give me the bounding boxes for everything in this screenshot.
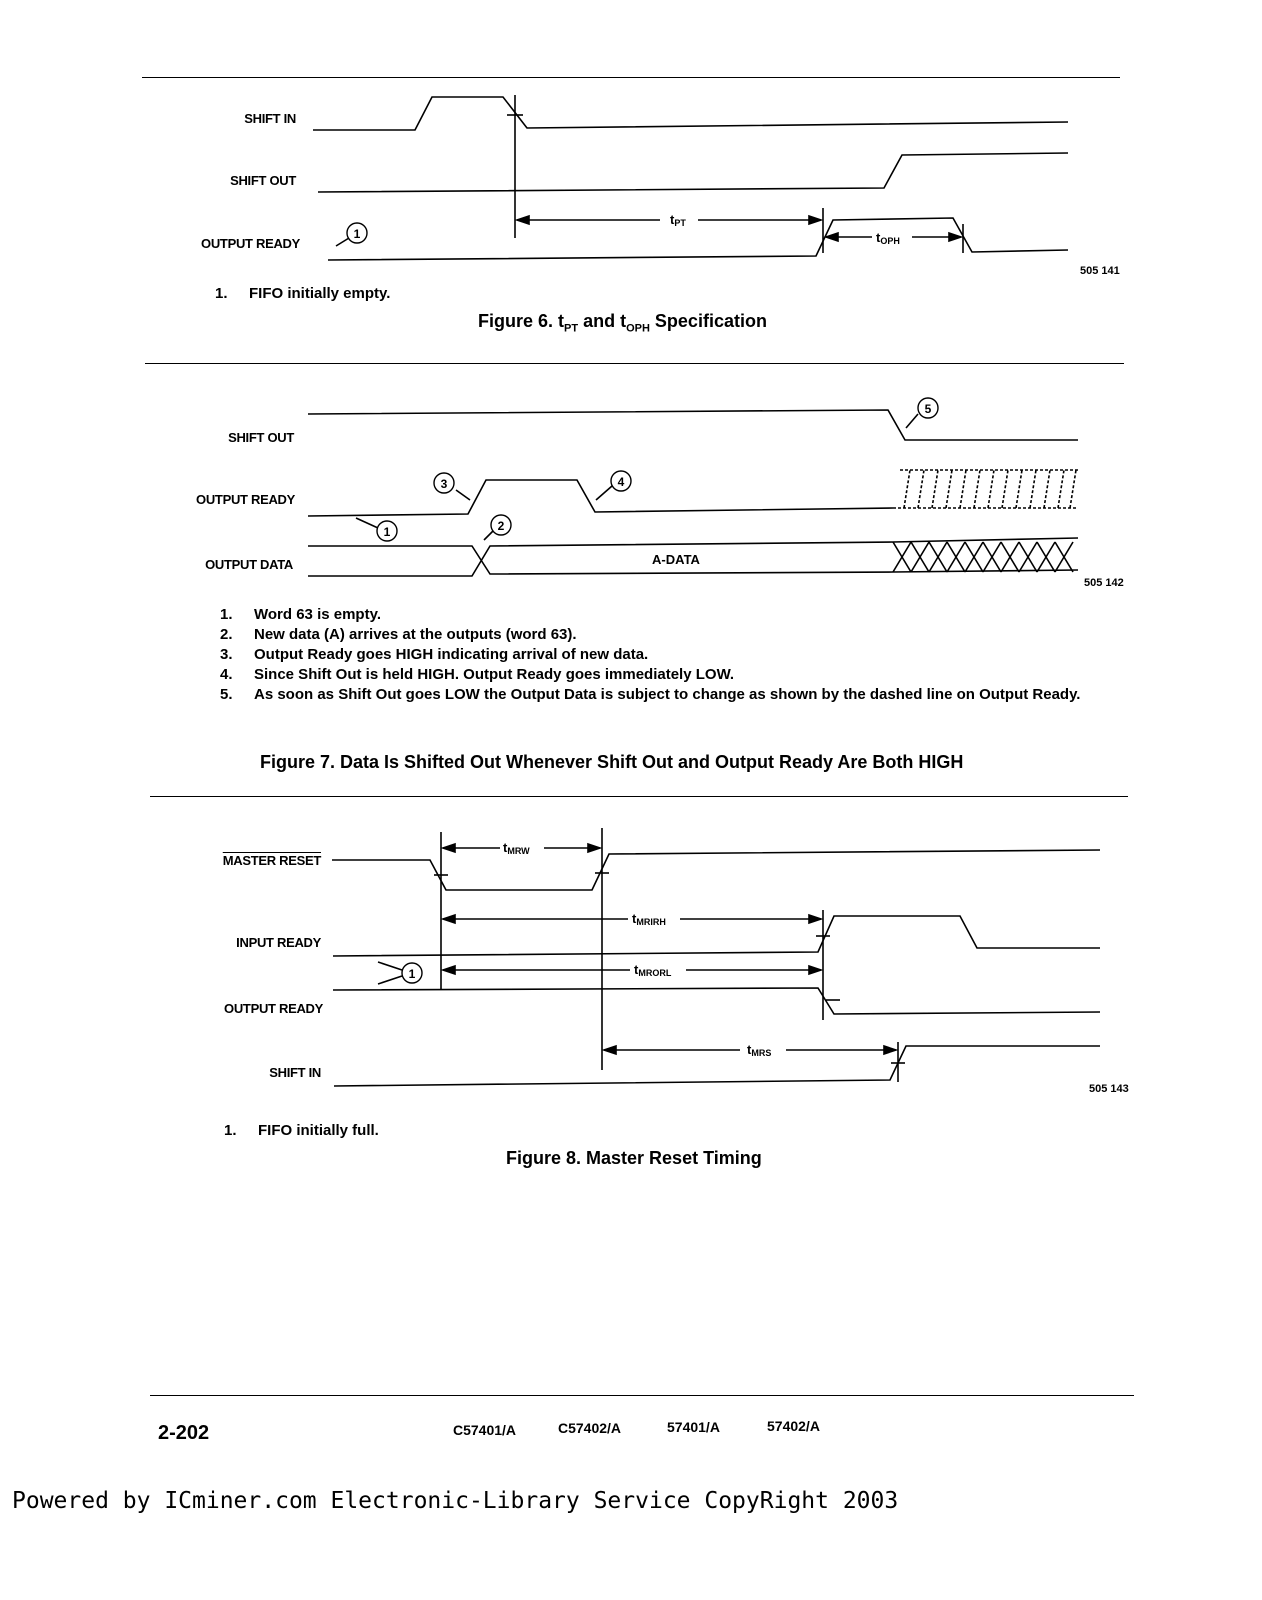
fig7-caption: Figure 7. Data Is Shifted Out Whenever Shift Out and Output Ready Are Both HIGH xyxy=(260,752,964,772)
fig6-tpt-label: tPT xyxy=(670,212,686,228)
fig7-note-1: 1. Word 63 is empty. xyxy=(220,606,381,623)
fig7-note-5: 5. As soon as Shift Out goes LOW the Output Data is subject to change as shown by the dashed line on Output Ready. xyxy=(220,686,1081,703)
svg-text:5: 5 xyxy=(924,402,932,416)
powered-by-banner: Powered by ICminer.com Electronic-Library Service CopyRight 2003 xyxy=(12,1488,899,1514)
fig6-toph-label: tOPH xyxy=(876,230,900,246)
fig6-label-shift-out: SHIFT OUT xyxy=(230,173,296,188)
footer-part-2: C57402/A xyxy=(558,1420,622,1436)
fig6-label-output-ready: OUTPUT READY xyxy=(201,236,300,251)
fig8-wave-master-reset xyxy=(332,850,1100,890)
fig6-label-shift-in: SHIFT IN xyxy=(244,111,296,126)
fig6-note-1: 1. FIFO initially empty. xyxy=(215,285,391,302)
fig7-label-output-ready: OUTPUT READY xyxy=(196,492,295,507)
fig6-caption: Figure 6. $t_{PT}$ and $t_{OPH}$ Specification xyxy=(478,311,767,335)
footer-part-4: 57402/A xyxy=(767,1418,820,1434)
fig8-label-input-ready: INPUT READY xyxy=(236,935,321,950)
fig8-tmrw-label: tMRW xyxy=(503,840,530,856)
fig7-figure-number: 505 142 xyxy=(1084,577,1124,589)
fig7-data-label: A-DATA xyxy=(652,552,700,567)
fig8-label-master-reset: MASTER RESET xyxy=(222,853,321,868)
svg-text:4: 4 xyxy=(617,475,625,489)
fig8-wave-shift-in xyxy=(334,1046,1100,1086)
fig8-tmrs-label: tMRS xyxy=(747,1042,772,1058)
fig8-wave-input-ready xyxy=(333,916,1100,956)
svg-text:3: 3 xyxy=(440,477,448,491)
fig8-note-1: 1. FIFO initially full. xyxy=(224,1122,379,1139)
svg-text:2: 2 xyxy=(497,519,505,533)
footer-part-3: 57401/A xyxy=(667,1419,720,1435)
fig7-label-shift-out: SHIFT OUT xyxy=(228,430,294,445)
fig8-tmrorl-label: tMRORL xyxy=(634,962,672,978)
svg-text:1: 1 xyxy=(408,967,416,981)
footer-part-1: C57401/A xyxy=(453,1422,517,1438)
svg-text:1: 1 xyxy=(383,525,391,539)
fig8-tmrirh-label: tMRIRH xyxy=(632,911,666,927)
page-number: 2-202 xyxy=(158,1422,210,1444)
fig8-label-shift-in: SHIFT IN xyxy=(269,1065,321,1080)
fig8-figure-number: 505 143 xyxy=(1089,1083,1129,1095)
fig7-note-4: 4. Since Shift Out is held HIGH. Output Ready goes immediately LOW. xyxy=(220,666,735,683)
svg-text:1: 1 xyxy=(353,227,361,241)
fig7-note-2: 2. New data (A) arrives at the outputs (word 63). xyxy=(220,626,577,643)
fig6-figure-number: 505 141 xyxy=(1080,265,1120,277)
fig8-label-output-ready: OUTPUT READY xyxy=(224,1001,323,1016)
footer-rule xyxy=(150,1395,1134,1396)
fig8-caption: Figure 8. Master Reset Timing xyxy=(506,1148,762,1168)
fig8-wave-output-ready xyxy=(333,988,1100,1014)
fig7-label-output-data: OUTPUT DATA xyxy=(205,557,293,572)
fig7-note-3: 3. Output Ready goes HIGH indicating arrival of new data. xyxy=(220,646,649,663)
